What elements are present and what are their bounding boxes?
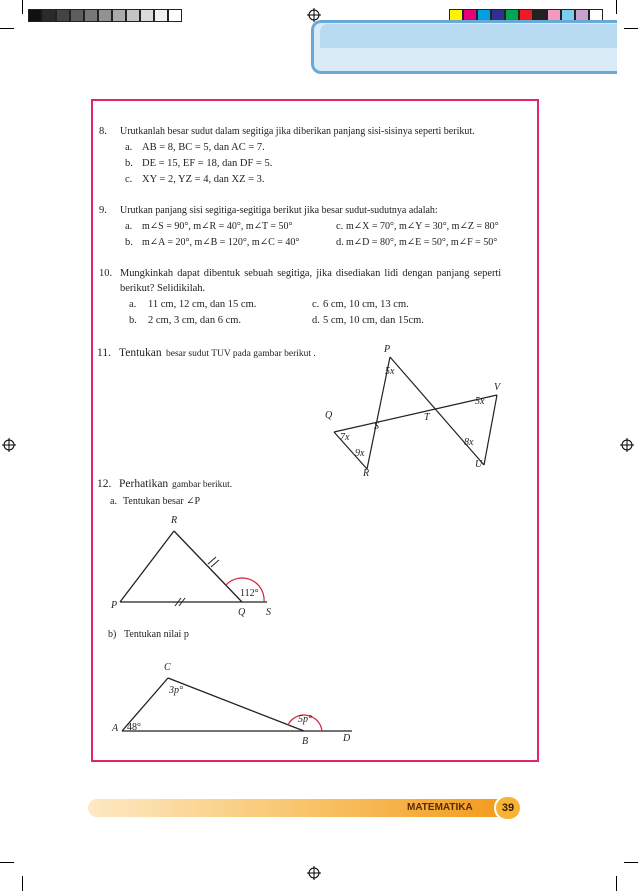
q12b-angle-c: 3p°: [169, 685, 183, 696]
crop-mark: [0, 28, 14, 29]
q12-rest: gambar berikut.: [172, 480, 233, 490]
q8-item-c: XY = 2, YZ = 4, dan XZ = 3.: [142, 174, 265, 185]
q10-item-b: 2 cm, 3 cm, dan 6 cm.: [148, 315, 242, 326]
q11-label-s: S: [374, 421, 379, 432]
q12b-figure: [110, 670, 360, 740]
q12b-label-a: A: [112, 723, 119, 734]
q12a-text: Tentukan besar ∠P: [123, 496, 201, 507]
q10-item-a-letter: a.: [129, 299, 137, 310]
header-strip: [320, 24, 617, 48]
q11-label-v: V: [494, 382, 501, 393]
q12a-label: a.: [110, 496, 117, 507]
registration-mark: [620, 438, 634, 452]
crop-mark: [22, 0, 23, 14]
q9-prompt: Urutkan panjang sisi segitiga-segitiga berikut jika besar sudut-sudutnya adalah:: [120, 205, 438, 216]
q8-item-c-letter: c.: [125, 174, 133, 185]
q12b-label-b: B: [302, 736, 309, 747]
q9-item-b-letter: b.: [125, 237, 133, 248]
q8-item-a-letter: a.: [125, 142, 133, 153]
q12b-label-c: C: [164, 662, 171, 673]
crop-mark: [0, 862, 14, 863]
q9-item-c-letter: c.: [336, 221, 344, 232]
page-number: 39: [494, 795, 522, 821]
q12a-figure: [110, 520, 285, 610]
q8-prompt: Urutkanlah besar sudut dalam segitiga jika diberikan panjang sisi-sisinya seperti berikut.: [120, 126, 475, 137]
q10-item-b-letter: b.: [129, 315, 137, 326]
q8-item-b-letter: b.: [125, 158, 133, 169]
q12b-label-d: D: [343, 733, 351, 744]
q12a-label-r: R: [171, 515, 178, 526]
crop-mark: [616, 876, 617, 891]
q12-number: 12.: [97, 478, 112, 490]
q11-label-t: T: [424, 412, 430, 423]
q11-angle-v: 5x: [475, 396, 485, 407]
q12a-angle: 112°: [240, 588, 259, 599]
q9-item-a-letter: a.: [125, 221, 133, 232]
footer-subject: MATEMATIKA: [407, 802, 473, 813]
q11-label-u: U: [475, 459, 483, 470]
q11-rest: besar sudut TUV pada gambar berikut .: [166, 349, 316, 359]
q9-item-a: m∠S = 90°, m∠R = 40°, m∠T = 50°: [142, 221, 293, 232]
registration-mark: [307, 866, 321, 880]
q9-item-d-letter: d.: [336, 237, 344, 248]
q12b-text: Tentukan nilai p: [124, 629, 189, 640]
q11-angle-r: 9x: [355, 448, 365, 459]
q12b-label: b): [108, 629, 117, 640]
q11-label-q: Q: [325, 410, 333, 421]
q11-angle-u: 8x: [464, 437, 474, 448]
q10-item-d-letter: d.: [312, 315, 320, 326]
q12a-label-q: Q: [238, 607, 246, 618]
q12-word: Perhatikan: [119, 478, 169, 490]
q9-item-c: m∠X = 70°, m∠Y = 30°, m∠Z = 80°: [346, 221, 499, 232]
q8-item-b: DE = 15, EF = 18, dan DF = 5.: [142, 158, 273, 169]
q10-prompt-line1: Mungkinkah dapat dibentuk sebuah segitiga, jika disediakan lidi dengan panjang seperti: [120, 268, 502, 279]
q11-word: Tentukan: [119, 347, 162, 359]
q12a-label-p: P: [111, 600, 118, 611]
q12a-label-s: S: [266, 607, 271, 618]
q9-item-b: m∠A = 20°, m∠B = 120°, m∠C = 40°: [142, 237, 300, 248]
q11-label-p: P: [384, 344, 391, 355]
q11-angle-q: 7x: [340, 432, 350, 443]
q10-item-d: 5 cm, 10 cm, dan 15cm.: [323, 315, 424, 326]
q8-number: 8.: [99, 126, 107, 137]
crop-mark: [616, 0, 617, 14]
q8-item-a: AB = 8, BC = 5, dan AC = 7.: [142, 142, 265, 153]
q12b-angle-b: 5p°: [298, 714, 312, 725]
q10-item-c-letter: c.: [312, 299, 320, 310]
crop-mark: [624, 862, 638, 863]
q10-number: 10.: [99, 268, 113, 279]
q10-prompt-line2: berikut? Selidikilah.: [120, 283, 206, 294]
q10-item-c: 6 cm, 10 cm, 13 cm.: [323, 299, 409, 310]
q12b-angle-a: 48°: [127, 722, 141, 733]
q9-item-d: m∠D = 80°, m∠E = 50°, m∠F = 50°: [346, 237, 498, 248]
crop-mark: [22, 876, 23, 891]
q10-item-a: 11 cm, 12 cm, dan 15 cm.: [148, 299, 257, 310]
q11-number: 11.: [97, 347, 111, 359]
registration-mark: [2, 438, 16, 452]
q9-number: 9.: [99, 205, 107, 216]
crop-mark: [624, 28, 638, 29]
q11-angle-p: 5x: [385, 366, 395, 377]
q11-label-r: R: [363, 468, 370, 479]
